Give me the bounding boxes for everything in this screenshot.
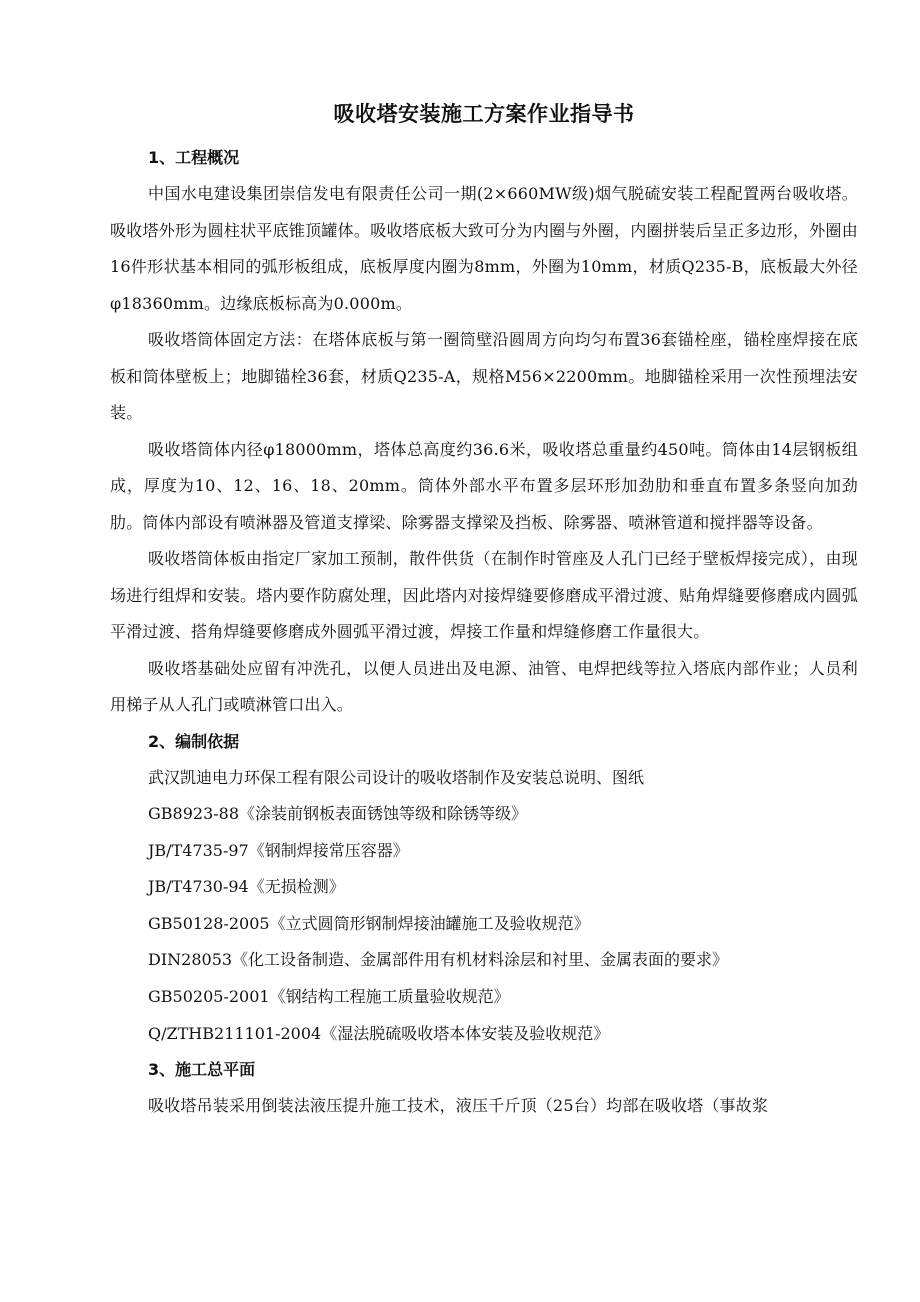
section-project-overview [110,140,858,724]
paragraph: 中国水电建设集团崇信发电有限责任公司一期(2×660MW级)烟气脱硫安装工程配置两台吸收塔。吸收塔外形为圆柱状平底锥顶罐体。吸收塔底板大致可分为内圈与外圈，内圈拼装后呈正多边形，外圈由16件形状基本相同的弧形板组成，底板厚度内圈为8mm，外圈为10mm，材质Q235-B，底板最大外径φ18360mm。边缘底板标高为0.000m。 [110,184,858,313]
section-heading: 1、工程概况 [148,148,240,167]
section-basis [110,724,858,1053]
reference-list [110,760,858,1053]
reference-item: JB/T4735-97《钢制焊接常压容器》 [148,840,409,860]
paragraph: 吸收塔基础处应留有冲洗孔，以便人员进出及电源、油管、电焊把线等拉入塔底内部作业；人员利用梯子从人孔门或喷淋管口出入。 [110,658,858,714]
document-title: 吸收塔安装施工方案作业指导书 [333,102,635,126]
paragraph: 吸收塔筒体内径φ18000mm，塔体总高度约36.6米，吸收塔总重量约450吨。筒体由14层钢板组成，厚度为10、12、16、18、20mm。筒体外部水平布置多层环形加劲肋和垂直布置多条竖向加劲肋。筒体内部设有喷淋器及管道支撑梁、除雾器支撑梁及挡板、除雾器、喷淋管道和搅拌器等设备。 [110,439,858,532]
paragraph: 吸收塔筒体固定方法：在塔体底板与第一圈筒壁沿圆周方向均匀布置36套锚栓座，锚栓座焊接在底板和筒体壁板上；地脚锚栓36套，材质Q235-A，规格M56×2200mm。地脚锚栓采用一次性预埋法安装。 [110,330,858,422]
reference-item: JB/T4730-94《无损检测》 [148,877,345,897]
reference-item: GB50205-2001《钢结构工程施工质量验收规范》 [148,987,510,1007]
section-heading: 2、编制依据 [148,731,240,751]
reference-item: GB50128-2005《立式圆筒形钢制焊接油罐施工及验收规范》 [148,913,590,933]
section-site-plan [110,1052,858,1125]
paragraph: 吸收塔吊装采用倒装法液压提升施工技术，液压千斤顶（25台）均部在吸收塔（事故浆 [148,1096,769,1116]
document-page [110,92,858,1125]
reference-item: 武汉凯迪电力环保工程有限公司设计的吸收塔制作及安装总说明、图纸 [148,767,645,787]
reference-item: GB8923-88《涂装前钢板表面锈蚀等级和除锈等级》 [148,804,528,824]
section-heading: 3、施工总平面 [148,1060,256,1080]
reference-item: DIN28053《化工设备制造、金属部件用有机材料涂层和衬里、金属表面的要求》 [148,950,729,970]
reference-item: Q/ZTHB211101-2004《湿法脱硫吸收塔本体安装及验收规范》 [148,1023,610,1043]
paragraph: 吸收塔筒体板由指定厂家加工预制，散件供货（在制作时管座及人孔门已经于壁板焊接完成），由现场进行组焊和安装。塔内要作防腐处理，因此塔内对接焊缝要修磨成平滑过渡、贴角焊缝要修磨成内圆弧平滑过渡、搭角焊缝要修磨成外圆弧平滑过渡，焊接工作量和焊缝修磨工作量很大。 [110,549,858,641]
